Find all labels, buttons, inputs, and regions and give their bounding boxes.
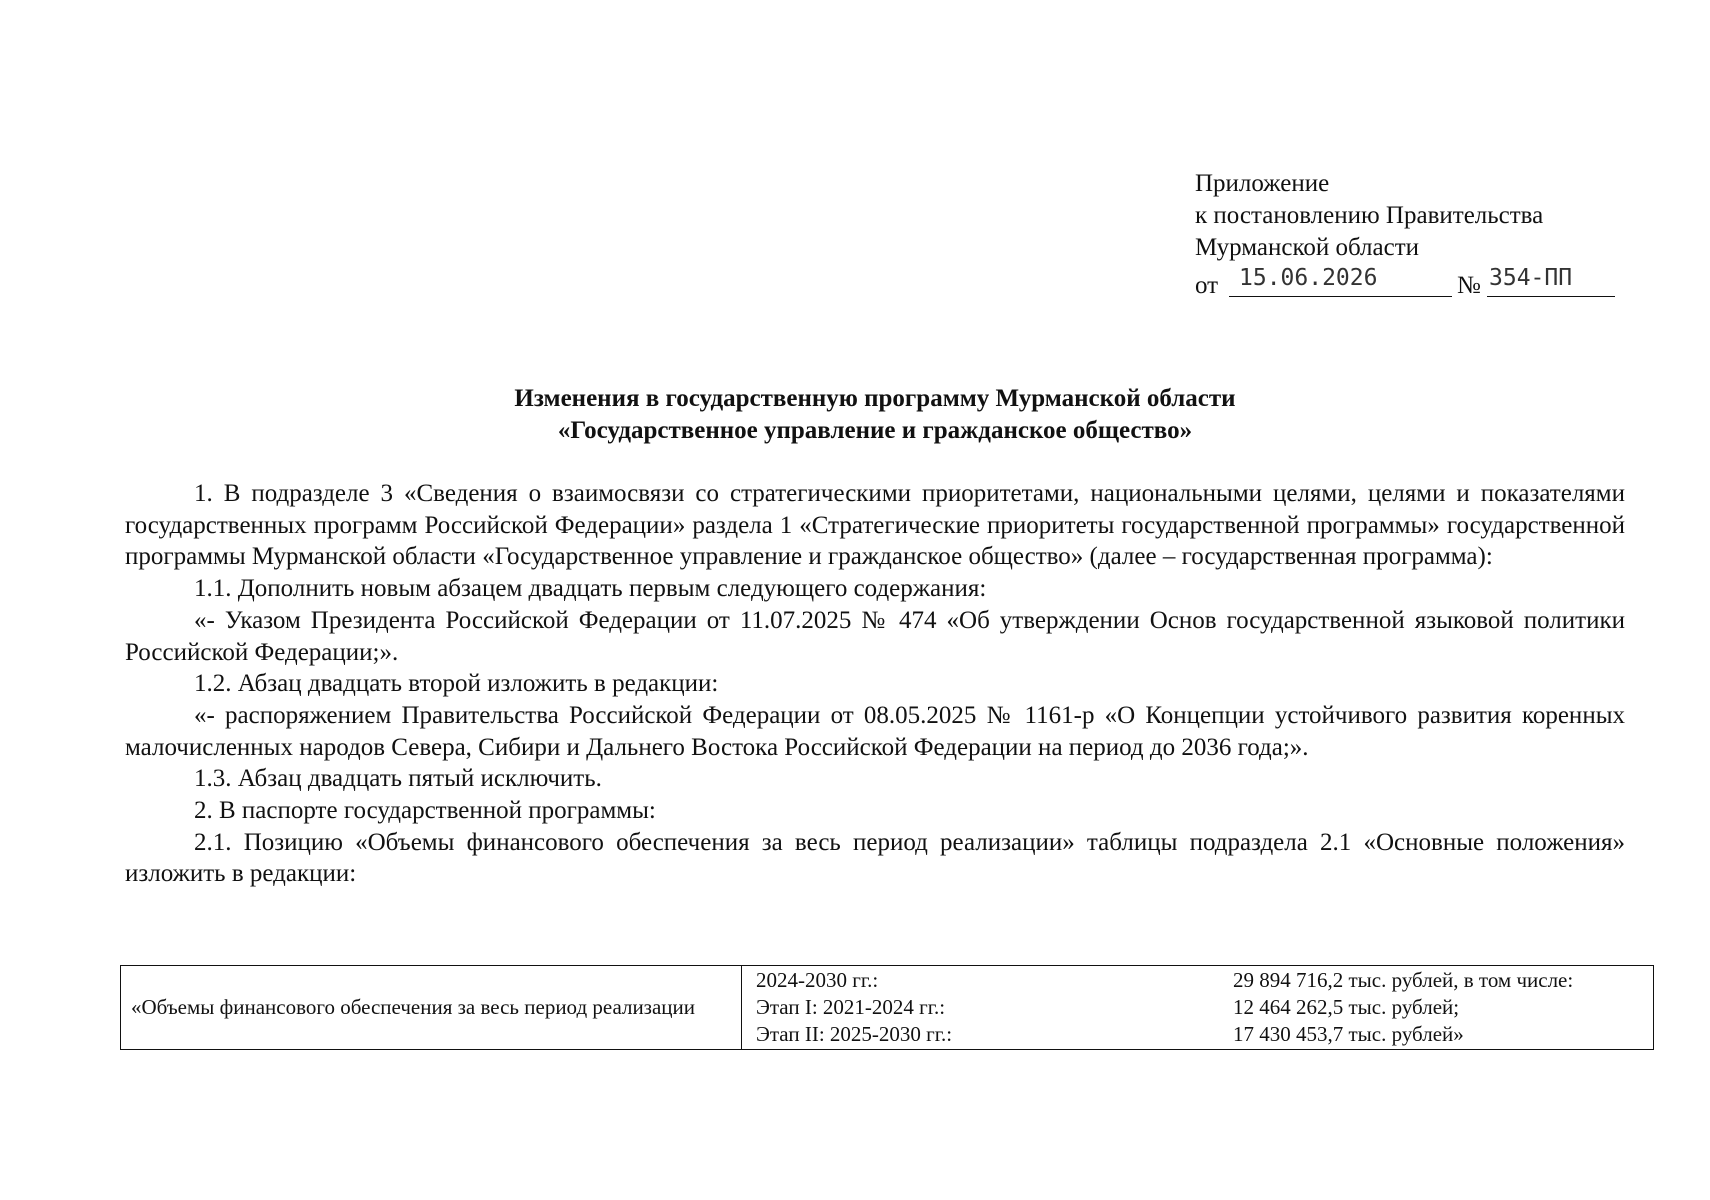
period-stage-1: Этап I: 2021-2024 гг.: bbox=[756, 995, 946, 1019]
amount-stage-1: 12 464 262,5 тыс. рублей; bbox=[1233, 995, 1460, 1019]
number-prefix: № bbox=[1457, 272, 1481, 299]
number-field bbox=[1487, 264, 1615, 297]
financing-table bbox=[120, 965, 1654, 1050]
paragraph: 2.1. Позицию «Объемы финансового обеспечения за весь период реализации» таблицы подраздела 2.1 «Основные положения» изложить в редакции: bbox=[125, 828, 1625, 888]
amount-total: 29 894 716,2 тыс. рублей, в том числе: bbox=[1233, 968, 1574, 992]
number-value: 354-ПП bbox=[1489, 265, 1573, 291]
paragraph: 1.1. Дополнить новым абзацем двадцать первым следующего содержания: bbox=[194, 575, 987, 603]
table-row bbox=[121, 966, 1654, 1050]
date-value: 15.06.2026 bbox=[1239, 265, 1378, 291]
date-prefix: от bbox=[1195, 272, 1219, 299]
period-stage-2: Этап II: 2025-2030 гг.: bbox=[756, 1022, 953, 1046]
appendix-label: Приложение bbox=[1195, 170, 1330, 197]
appendix-date-line bbox=[1195, 264, 1625, 298]
paragraph: «- Указом Президента Российской Федерации от 11.07.2025 № 474 «Об утверждении Основ государственной языковой политики Российской Федерации;». bbox=[125, 606, 1625, 666]
appendix-region: Мурманской области bbox=[1195, 234, 1420, 261]
paragraph: 1.3. Абзац двадцать пятый исключить. bbox=[194, 765, 602, 793]
amount-stage-2: 17 430 453,7 тыс. рублей» bbox=[1233, 1022, 1464, 1046]
appendix-resolution: к постановлению Правительства bbox=[1195, 202, 1544, 229]
title-line-2: «Государственное управление и гражданское общество» bbox=[557, 417, 1193, 444]
period-total: 2024-2030 гг.: bbox=[756, 968, 879, 992]
appendix-block bbox=[1195, 168, 1625, 298]
table-cell-label: «Объемы финансового обеспечения за весь период реализации bbox=[121, 966, 742, 1050]
paragraph: 2. В паспорте государственной программы: bbox=[194, 797, 656, 825]
document-body bbox=[125, 478, 1625, 890]
paragraph: 1. В подразделе 3 «Сведения о взаимосвязи со стратегическими приоритетами, национальными целями, целями и показателями государственных программ Российской Федерации» раздела 1 «Стратегические приоритеты государственной программы» государственной программы Мурманской области «Государственное управление и гражданское общество» (далее – государственная программа): bbox=[125, 480, 1625, 571]
paragraph: 1.2. Абзац двадцать второй изложить в редакции: bbox=[194, 670, 719, 698]
date-field bbox=[1229, 264, 1452, 297]
table-cell-amounts bbox=[1233, 966, 1654, 1050]
document-title bbox=[120, 383, 1630, 447]
table-cell-periods bbox=[742, 966, 1234, 1050]
paragraph: «- распоряжением Правительства Российской Федерации от 08.05.2025 № 1161-р «О Концепции устойчивого развития коренных малочисленных народов Севера, Сибири и Дальнего Востока Российской Федерации на период до 2036 года;». bbox=[125, 701, 1625, 761]
title-line-1: Изменения в государственную программу Мурманской области bbox=[514, 385, 1236, 412]
